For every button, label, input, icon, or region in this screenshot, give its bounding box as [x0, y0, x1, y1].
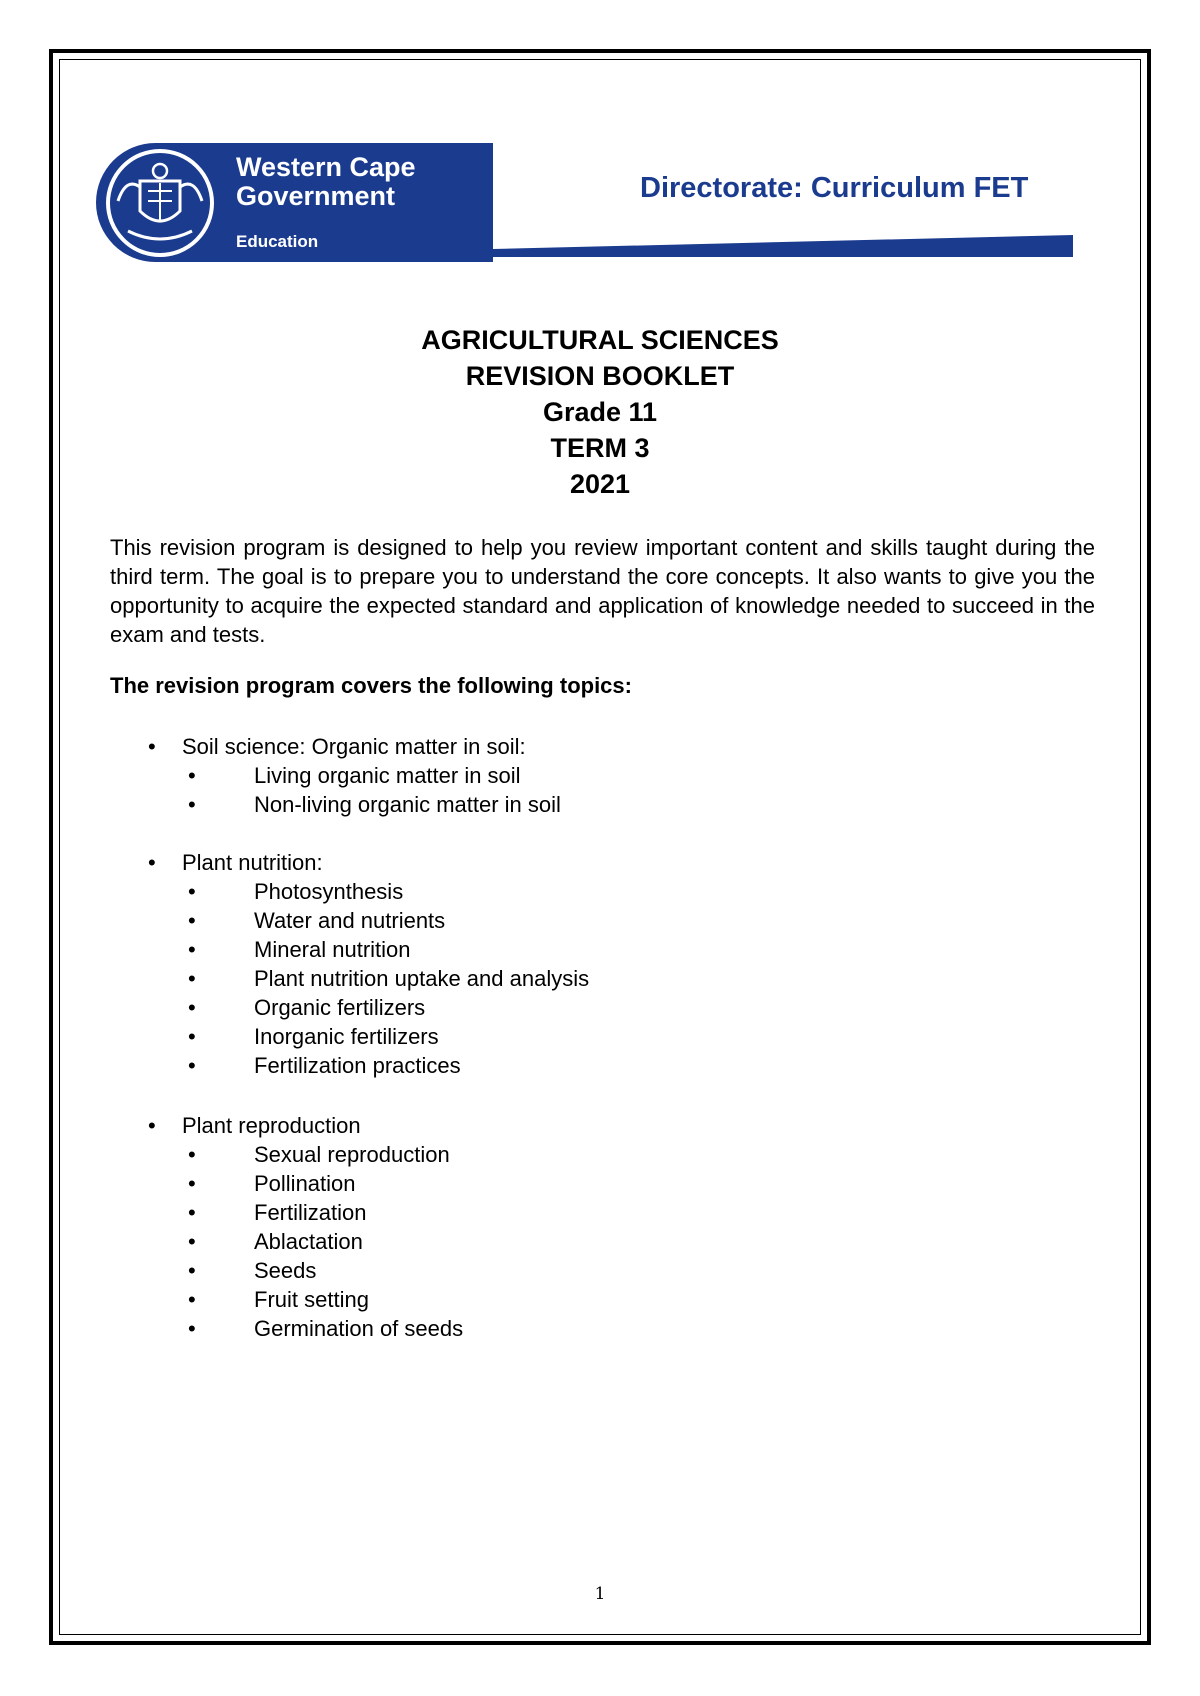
- logo-subtitle: Education: [236, 232, 319, 251]
- list-item: • Organic fertilizers: [110, 993, 1090, 1022]
- list-item: • Photosynthesis: [110, 877, 1090, 906]
- logo-line-1: Western Cape: [236, 152, 416, 182]
- topic-title: • Plant reproduction: [110, 1111, 1090, 1140]
- page-number: 1: [594, 1584, 606, 1604]
- title-booklet: REVISION BOOKLET: [465, 361, 735, 391]
- list-item: • Non-living organic matter in soil: [110, 790, 1090, 819]
- list-item: • Fertilization: [110, 1198, 1090, 1227]
- page-border-inner: [59, 59, 1141, 1635]
- list-item: • Fertilization practices: [110, 1051, 1090, 1080]
- subtopic-list: [110, 877, 1090, 1080]
- directorate-title: Directorate: Curriculum FET: [640, 172, 1029, 204]
- topics-heading: The revision program covers the following topics:: [110, 673, 632, 698]
- list-item: • Pollination: [110, 1169, 1090, 1198]
- list-item: • Plant nutrition uptake and analysis: [110, 964, 1090, 993]
- coat-of-arms-icon: [104, 147, 216, 259]
- subtopic-list: [110, 761, 1090, 819]
- topic-title: • Plant nutrition:: [110, 848, 1090, 877]
- title-term: TERM 3: [550, 433, 650, 463]
- topic-soil-science: [110, 732, 1090, 819]
- title-year: 2021: [569, 469, 631, 499]
- list-item: • Ablactation: [110, 1227, 1090, 1256]
- list-item: • Mineral nutrition: [110, 935, 1090, 964]
- logo-wordmark: [236, 153, 416, 211]
- list-item: • Living organic matter in soil: [110, 761, 1090, 790]
- list-item: • Seeds: [110, 1256, 1090, 1285]
- list-item: • Germination of seeds: [110, 1314, 1090, 1343]
- topic-plant-nutrition: [110, 848, 1090, 1080]
- title-grade: Grade 11: [542, 397, 658, 427]
- intro-paragraph: This revision program is designed to help you review important content and skills taught during the third term. The goal is to prepare you to understand the core concepts. It also wants to give you the opportunity to acquire the expected standard and application of knowledge needed to succeed in the exam and tests.: [110, 535, 1095, 647]
- document-title-block: [0, 322, 1200, 502]
- list-item: • Inorganic fertilizers: [110, 1022, 1090, 1051]
- title-subject: AGRICULTURAL SCIENCES: [421, 325, 779, 355]
- subtopic-list: [110, 1140, 1090, 1343]
- logo-line-2: Government: [236, 181, 396, 211]
- list-item: • Fruit setting: [110, 1285, 1090, 1314]
- list-item: • Water and nutrients: [110, 906, 1090, 935]
- list-item: • Sexual reproduction: [110, 1140, 1090, 1169]
- banner-bar: [493, 235, 1073, 257]
- topic-title: • Soil science: Organic matter in soil:: [110, 732, 1090, 761]
- topic-plant-reproduction: [110, 1111, 1090, 1343]
